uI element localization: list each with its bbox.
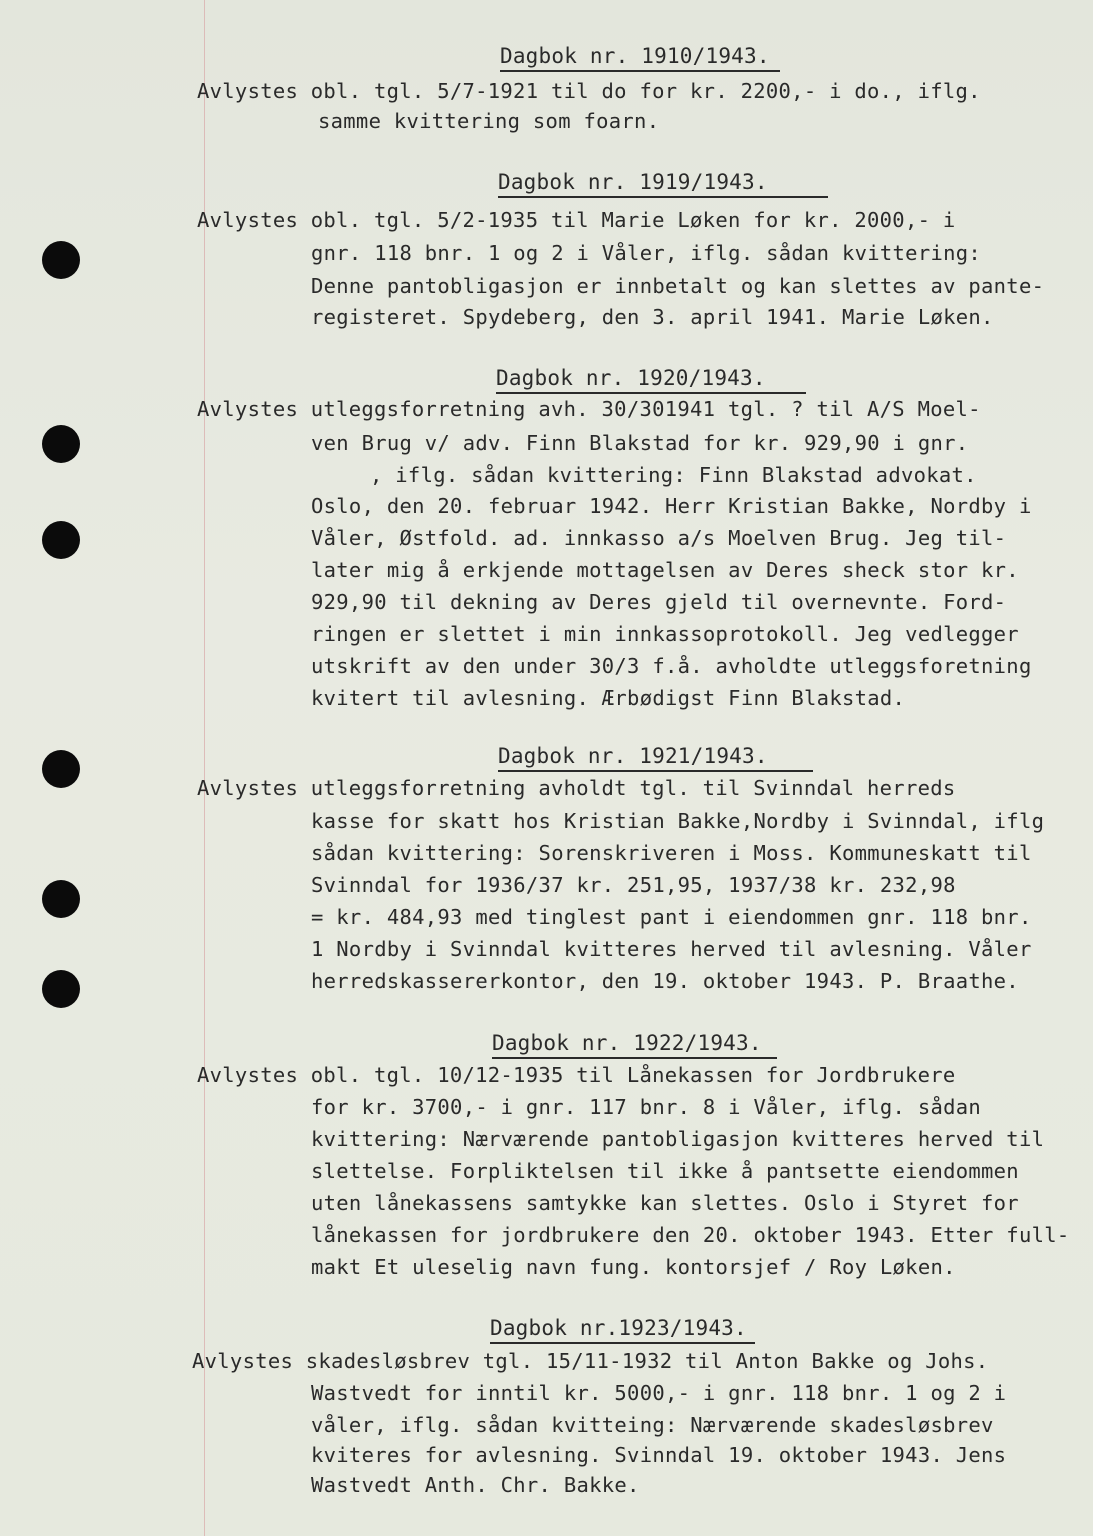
entry-heading: Dagbok nr. 1919/1943. — [498, 170, 828, 198]
entry-line: Avlystes obl. tgl. 10/12-1935 til Lånekassen for Jordbrukere — [197, 1063, 956, 1087]
entry-line: uten lånekassens samtykke kan slettes. Oslo i Styret for — [311, 1191, 1019, 1215]
punch-hole — [42, 750, 80, 788]
entry-line: lånekassen for jordbrukere den 20. oktober 1943. Etter full- — [311, 1223, 1070, 1247]
entry-line: Wastvedt for inntil kr. 5000,- i gnr. 118 bnr. 1 og 2 i — [311, 1381, 1007, 1405]
entry-line: Oslo, den 20. februar 1942. Herr Kristian Bakke, Nordby i — [311, 494, 1032, 518]
entry-line: makt Et uleselig navn fung. kontorsjef / Roy Løken. — [311, 1255, 956, 1279]
entry-line: for kr. 3700,- i gnr. 117 bnr. 8 i Våler, iflg. sådan — [311, 1095, 982, 1119]
entry-heading: Dagbok nr. 1921/1943. — [498, 744, 813, 772]
entry-line: Våler, Østfold. ad. innkasso a/s Moelven Brug. Jeg til- — [311, 526, 1007, 550]
entry-line: ven Brug v/ adv. Finn Blakstad for kr. 929,90 i gnr. — [311, 431, 969, 455]
punch-hole — [42, 880, 80, 918]
entry-line: 1 Nordby i Svinndal kvitteres herved til avlesning. Våler — [311, 937, 1032, 961]
punch-hole — [42, 241, 80, 279]
entry-line: Wastvedt Anth. Chr. Bakke. — [311, 1473, 640, 1497]
entry-line: slettelse. Forpliktelsen til ikke å pantsette eiendommen — [311, 1159, 1019, 1183]
entry-line: kviteres for avlesning. Svinndal 19. oktober 1943. Jens — [311, 1443, 1007, 1467]
entry-line: våler, iflg. sådan kvitteing: Nærværende skadesløsbrev — [311, 1413, 994, 1437]
entry-line: herredskassererkontor, den 19. oktober 1943. P. Braathe. — [311, 969, 1019, 993]
entry-line: Avlystes utleggsforretning avholdt tgl. til Svinndal herreds — [197, 776, 956, 800]
entry-line: = kr. 484,93 med tinglest pant i eiendommen gnr. 118 bnr. — [311, 905, 1032, 929]
entry-heading: Dagbok nr.1923/1943. — [490, 1316, 755, 1344]
entry-line: Denne pantobligasjon er innbetalt og kan slettes av pante- — [311, 274, 1045, 298]
entry-line: sådan kvittering: Sorenskriveren i Moss. Kommuneskatt til — [311, 841, 1032, 865]
entry-line: Avlystes skadesløsbrev tgl. 15/11-1932 til Anton Bakke og Johs. — [192, 1349, 989, 1373]
entry-line: Avlystes utleggsforretning avh. 30/301941 tgl. ? til A/S Moel- — [197, 397, 981, 421]
entry-heading: Dagbok nr. 1910/1943. — [500, 44, 780, 72]
entry-line: utskrift av den under 30/3 f.å. avholdte utleggsforetning — [311, 654, 1032, 678]
punch-hole — [42, 425, 80, 463]
entry-line: Svinndal for 1936/37 kr. 251,95, 1937/38 kr. 232,98 — [311, 873, 956, 897]
punch-hole — [42, 970, 80, 1008]
entry-line: gnr. 118 bnr. 1 og 2 i Våler, iflg. sådan kvittering: — [311, 241, 982, 265]
entry-line: samme kvittering som foarn. — [318, 109, 660, 133]
entry-line: Avlystes obl. tgl. 5/2-1935 til Marie Løken for kr. 2000,- i — [197, 208, 956, 232]
entry-line: registeret. Spydeberg, den 3. april 1941. Marie Løken. — [311, 305, 994, 329]
entry-heading: Dagbok nr. 1920/1943. — [496, 366, 806, 394]
entry-line: kvitert til avlesning. Ærbødigst Finn Blakstad. — [311, 686, 906, 710]
entry-line: ringen er slettet i min innkassoprotokoll. Jeg vedlegger — [311, 622, 1019, 646]
entry-line: kasse for skatt hos Kristian Bakke,Nordby i Svinndal, iflg — [311, 809, 1045, 833]
entry-line: kvittering: Nærværende pantobligasjon kvitteres herved til — [311, 1127, 1045, 1151]
entry-line: 929,90 til dekning av Deres gjeld til overnevnte. Ford- — [311, 590, 1007, 614]
entry-line: later mig å erkjende mottagelsen av Deres sheck stor kr. — [311, 558, 1019, 582]
entry-heading: Dagbok nr. 1922/1943. — [492, 1031, 777, 1059]
punch-hole — [42, 521, 80, 559]
entry-line: Avlystes obl. tgl. 5/7-1921 til do for kr. 2200,- i do., iflg. — [197, 79, 981, 103]
entry-line: , iflg. sådan kvittering: Finn Blakstad advokat. — [370, 463, 977, 487]
